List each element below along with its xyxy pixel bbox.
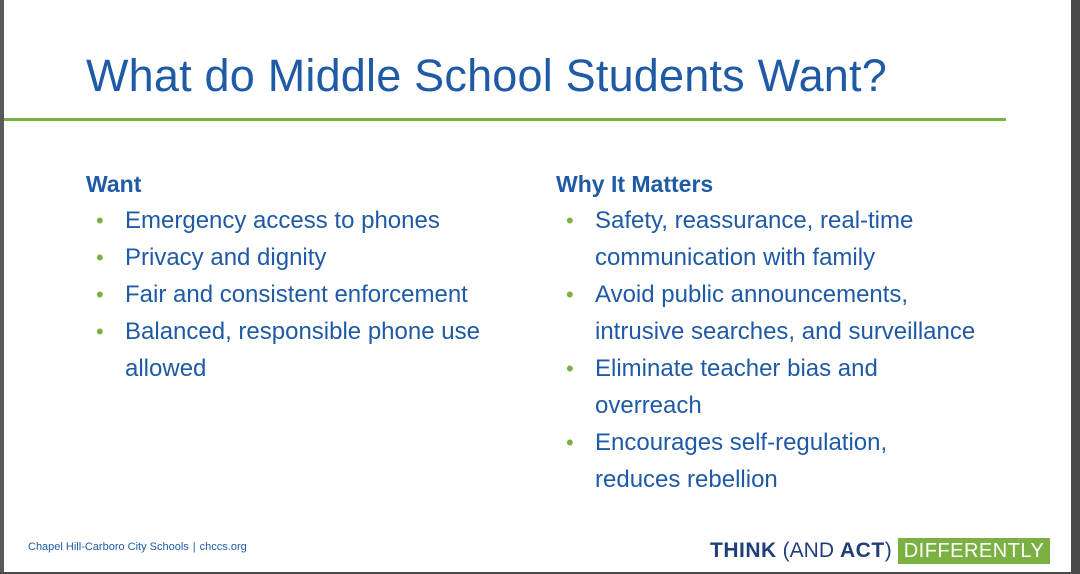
footer-separator: | xyxy=(192,541,196,553)
tagline-close-paren: ) xyxy=(884,539,892,562)
footer-site: chccs.org xyxy=(199,541,247,553)
list-item xyxy=(556,350,976,424)
bullet-icon: • xyxy=(566,208,574,233)
slide xyxy=(4,0,1071,572)
tagline-and: (AND xyxy=(782,539,835,562)
why-it-matters-list xyxy=(556,202,976,498)
list-item xyxy=(556,424,976,498)
window-edge-right xyxy=(1071,0,1080,574)
list-item xyxy=(86,313,526,387)
list-item-text: Balanced, responsible phone use allowed xyxy=(125,318,480,382)
list-item-text: Encourages self-regulation, reduces rebellion xyxy=(595,429,888,493)
list-item-text: Eliminate teacher bias and overreach xyxy=(595,355,878,419)
list-item-text: Fair and consistent enforcement xyxy=(125,281,468,308)
title-divider xyxy=(4,118,1006,121)
tagline-differently: DIFFERENTLY xyxy=(898,538,1051,564)
list-item xyxy=(556,276,976,350)
bullet-icon: • xyxy=(96,319,104,344)
tagline-logo xyxy=(710,538,1050,564)
list-item xyxy=(86,202,526,239)
bullet-icon: • xyxy=(566,282,574,307)
list-item xyxy=(86,276,526,313)
want-column xyxy=(86,170,526,387)
want-list xyxy=(86,202,526,387)
tagline-think: THINK xyxy=(710,539,777,562)
list-item-text: Avoid public announcements, intrusive searches, and surveillance xyxy=(595,281,976,345)
list-item xyxy=(556,202,976,276)
why-it-matters-heading: Why It Matters xyxy=(556,171,714,197)
list-item-text: Privacy and dignity xyxy=(125,244,327,271)
bullet-icon: • xyxy=(566,430,574,455)
want-heading: Want xyxy=(86,171,142,197)
footer-org-name: Chapel Hill-Carboro City Schools xyxy=(28,541,189,553)
tagline-act: ACT xyxy=(840,539,885,562)
list-item xyxy=(86,239,526,276)
list-item-text: Safety, reassurance, real-time communication with family xyxy=(595,207,914,271)
bullet-icon: • xyxy=(96,282,104,307)
bullet-icon: • xyxy=(96,208,104,233)
slide-title: What do Middle School Students Want? xyxy=(86,50,887,101)
why-it-matters-column xyxy=(556,170,976,498)
bullet-icon: • xyxy=(566,356,574,381)
bullet-icon: • xyxy=(96,245,104,270)
list-item-text: Emergency access to phones xyxy=(125,207,440,234)
footer-organization xyxy=(28,541,247,553)
